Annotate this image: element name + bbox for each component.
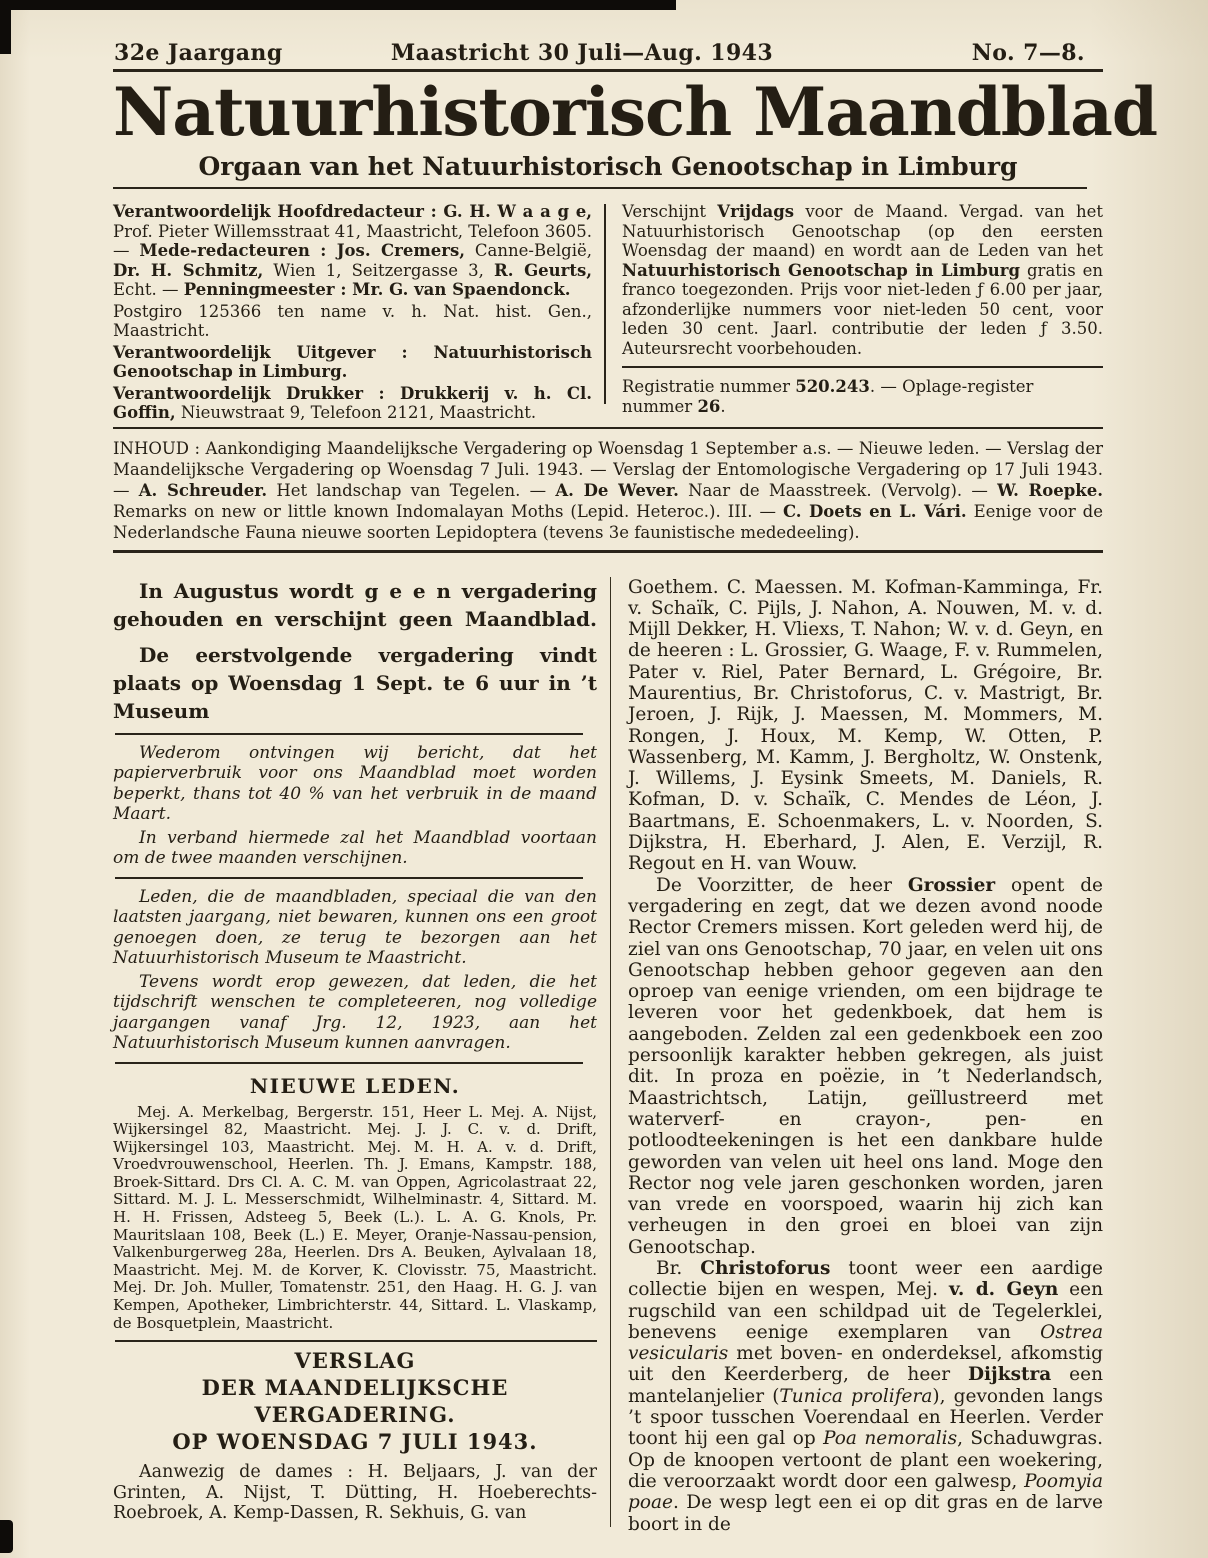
issue-number: No. 7—8. — [971, 40, 1085, 66]
masthead-postgiro-paragraph: Postgiro 125366 ten name v. h. Nat. hist. Gen., Maastricht. — [113, 301, 592, 340]
registration-divider — [622, 366, 1103, 368]
report-heading-line-1: VERSLAG — [294, 1348, 416, 1374]
masthead-bottom-divider — [113, 427, 1103, 429]
contents-divider — [113, 550, 1103, 553]
report-heading — [113, 1347, 597, 1455]
registration-line: Registratie nummer 520.243. — Oplage-register nummer 26. — [622, 377, 1034, 416]
august-notice-line-2: De eerstvolgende vergadering vindt plaats op Woensdag 1 Sept. te 6 uur in ’t Museum — [113, 642, 597, 723]
return-request-paragraph-1: Leden, die de maandbladen, speciaal die van den laatsten jaargang, niet bewaren, kunnen ons een groot genoegen doen, ze terug te bezorgen aan het Natuurhistorisch Museum te Maastricht. — [113, 886, 597, 968]
masthead-printer-paragraph: Verantwoordelijk Drukker : Drukkerij v. h. Cl. Goffin, Nieuwstraat 9, Telefoon 2121, Maastricht. — [113, 383, 592, 422]
masthead — [113, 202, 1103, 425]
section-divider — [115, 1062, 583, 1064]
attendees-continuation-paragraph: Goethem. C. Maessen. M. Kofman-Kamminga, Fr. v. Schaïk, C. Pijls, J. Nahon, A. Nouwen, M. v. d. Mijll Dekker, H. Vliexs, T. Nahon; W. v. d. Geyn, en de heeren : L. Grossier, G. Waage, F. v. Rummelen, Pater v. Riel, Pater Bernard, L. Grégoire, Br. Maurentius, Br. Christoforus, C. v. Mastrigt, Br. Jeroen, J. Rijk, J. Maessen, M. Mommers, M. Rongen, J. Houx, M. Kemp, W. Otten, P. Wassenberg, M. Kamm, J. Bergholtz, W. Onstenk, J. Willems, J. Eysink Smeets, M. Daniels, R. Kofman, D. v. Schaïk, C. Mendes de Léon, J. Baartmans, E. Schoenmakers, L. v. Noorden, S. Dijkstra, H. Eberhard, J. Alen, E. Verzijl, R. Regout en H. van Wouw. — [628, 576, 1103, 875]
report-heading-line-3: OP WOENSDAG 7 JULI 1943. — [172, 1429, 538, 1455]
august-notice-line-1: In Augustus wordt g e e n vergadering gehouden en verschijnt geen Maandblad. — [113, 578, 597, 631]
publication-notice: Verschijnt Vrijdags voor de Maand. Vergad. van het Natuurhistorisch Genootschap (op den eersten Woensdag der maand) en wordt aan de Leden van het Natuurhistorisch Genootschap in Limburg gratis en franco toegezonden. Prijs voor niet-leden ƒ 6.00 per jaar, afzonderlijke nummers voor niet-leden 50 cent, voor leden 30 cent. Jaarl. contributie der leden ƒ 3.50. Auteursrecht voorbehouden. — [622, 202, 1103, 358]
masthead-publication-info — [622, 202, 1103, 425]
right-column — [628, 577, 1103, 1535]
scan-edge-left-mark — [0, 0, 11, 54]
paper-restriction-paragraph-1: Wederom ontvingen wij bericht, dat het papierverbruik voor ons Maandblad moet worden beperkt, thans tot 40 % van het verbruik in de maand Maart. — [113, 742, 597, 824]
scan-edge-top-mark — [0, 0, 676, 10]
chairman-paragraph: De Voorzitter, de heer Grossier opent de vergadering en zegt, dat we dezen avond noode Rector Cremers missen. Kort geleden werd hij, de ziel van ons Genootschap, 70 jaar, en velen uit ons Genootschap hebben gehoor gegeven aan den oproep van eenige vrienden, om een bijdrage te leveren voor het gedenkboek, dat hem is aangeboden. Zelden zal een gedenkboek een zoo persoonlijk karakter hebben gekregen, als juist dit. In proza en poëzie, in ’t Nederlandsch, Maastrichtsch, Latijn, geïllustreerd met waterverf- en crayon-, pen- en potloodteekeningen is het een dankbare hulde geworden van velen uit heel ons land. Moge den Rector nog vele jaren geschonken worden, jaren van vrede en voorspoed, waarin hij zich kan verheugen in den groei en bloei van zijn Genootschap. — [628, 874, 1103, 1258]
masthead-editors-paragraph: Verantwoordelijk Hoofdredacteur : G. H. W a a g e, Prof. Pieter Willemsstraat 41, Maastricht, Telefoon 3605. — Mede-redacteuren : Jos. Cremers, Canne-België, Dr. H. Schmitz, Wien 1, Seitzergasse 3, R. Geurts, Echt. — Penningmeester : Mr. G. van Spaendonck. — [113, 202, 592, 299]
page-subtitle: Orgaan van het Natuurhistorisch Genootschap in Limburg — [198, 152, 1018, 181]
new-members-list: Mej. A. Merkelbag, Bergerstr. 151, Heer L. Mej. A. Nijst, Wijkersingel 82, Maastricht. Mej. J. J. C. v. d. Drift, Wijkersingel 103, Maastricht. Mej. M. H. A. v. d. Drift, Vroedvrouwenschool, Heerlen. Th. J. Emans, Kampstr. 188, Broek-Sittard. Drs Cl. A. C. M. van Oppen, Agricolastraat 22, Sittard. M. J. L. Messerschmidt, Wilhelminastr. 4, Sittard. M. H. H. Frissen, Adsteeg 5, Beek (L.). L. A. G. Knols, Pr. Mauritslaan 108, Beek (L.) E. Meyer, Oranje-Nassau-pension, Valkenburgerweg 28a, Heerlen. Drs A. Beuken, Aylvalaan 18, Maastricht. Mej. M. de Korver, K. Clovisstr. 75, Maastricht. Mej. Dr. Joh. Muller, Tomatenstr. 251, den Haag. H. G. J. van Kempen, Apotheker, Limbrichterstr. 44, Sittard. L. Vlaskamp, de Bosquetplein, Maastricht. — [113, 1102, 597, 1332]
attendees-paragraph: Aanwezig de dames : H. Beljaars, J. van der Grinten, A. Nijst, T. Dütting, H. Hoeberechts-Roebroek, A. Kemp-Dassen, R. Sekhuis, G. van — [113, 1462, 597, 1524]
page-title: Natuurhistorisch Maandblad — [113, 73, 1158, 151]
paper-restriction-paragraph-2: In verband hiermede zal het Maandblad voortaan om de twee maanden verschijnen. — [113, 827, 597, 868]
header-meta-row — [113, 24, 1103, 68]
new-members-heading: NIEUWE LEDEN. — [249, 1073, 461, 1098]
masthead-column-divider — [604, 204, 606, 404]
masthead-publisher-paragraph: Verantwoordelijk Uitgever : Natuurhistorisch Genootschap in Limburg. — [113, 342, 592, 381]
return-request-paragraph-2: Tevens wordt erop gewezen, dat leden, die het tijdschrift wenschen te completeeren, nog volledige jaargangen vanaf Jrg. 12, 1923, aan het Natuurhistorisch Museum kunnen aanvragen. — [113, 971, 597, 1053]
body-columns — [113, 577, 1103, 1535]
specimens-paragraph: Br. Christoforus toont weer een aardige collectie bijen en wespen, Mej. v. d. Geyn een rugschild van een schildpad uit de Tegelerklei, benevens eenige exemplaren van Ostrea vesicularis met boven- en onderdeksel, afkomstig uit den Keerderberg, de heer Dijkstra een mantelanjelier (Tunica prolifera), gevonden langs ’t spoor tusschen Voerendaal en Heerlen. Verder toont hij een gal op Poa nemoralis, Schaduwgras. Op de knoopen vertoont de plant een woekering, die veroorzaakt wordt door een galwesp, Poomyia poae. De wesp legt een ei op dit gras en de larve boort in de — [628, 1258, 1104, 1535]
column-divider — [610, 577, 611, 1527]
scan-edge-bottom-left-mark — [0, 1520, 13, 1553]
report-heading-line-2: DER MAANDELIJKSCHE VERGADERING. — [201, 1375, 509, 1428]
issue-date: Maastricht 30 Juli—Aug. 1943 — [390, 40, 774, 66]
section-divider — [115, 1340, 597, 1342]
table-of-contents: INHOUD : Aankondiging Maandelijksche Vergadering op Woensdag 1 September a.s. — Nieuwe leden. — Verslag der Maandelijksche Vergadering op Woensdag 7 Juli. 1943. — Verslag der Entomologische Vergadering op 17 Juli 1943. — A. Schreuder. Het landschap van Tegelen. — A. De Wever. Naar de Maasstreek. (Vervolg). — W. Roepke. Remarks on new or little known Indomalayan Moths (Lepid. Heteroc.). III. — C. Doets en L. Vári. Eenige voor de Nederlandsche Fauna nieuwe soorten Lepidoptera (tevens 3e faunistische mededeeling). — [113, 438, 1104, 542]
return-request-note — [113, 887, 597, 1054]
left-column — [113, 577, 597, 1535]
august-notice — [113, 577, 597, 725]
section-divider — [115, 877, 583, 879]
section-divider — [115, 733, 583, 735]
header-divider — [113, 69, 1103, 72]
subtitle-divider — [113, 187, 1087, 189]
paper-restriction-note — [113, 743, 597, 869]
volume-label: 32e Jaargang — [114, 40, 283, 66]
masthead-editors — [113, 202, 592, 425]
